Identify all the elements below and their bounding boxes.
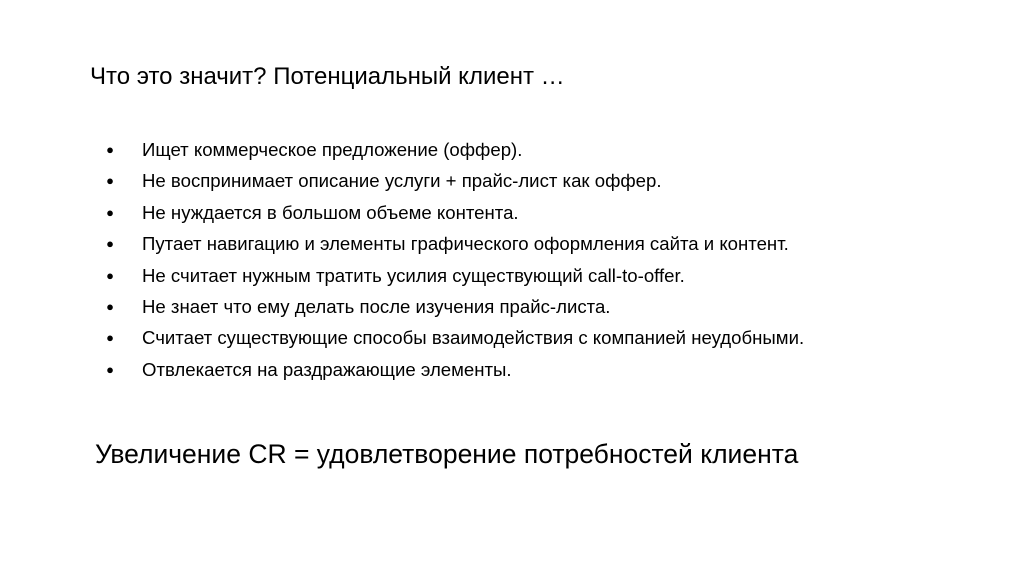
bullet-text: Не воспринимает описание услуги + прайс-лист как оффер. [142, 170, 662, 192]
bullet-icon: ● [106, 330, 114, 346]
slide-title: Что это значит? Потенциальный клиент … [90, 63, 565, 90]
bullet-icon: ● [106, 267, 114, 283]
bullet-text: Не считает нужным тратить усилия существующий call-to-offer. [142, 264, 685, 286]
bullet-icon: ● [106, 204, 114, 220]
bullet-text: Ищет коммерческое предложение (оффер). [142, 139, 523, 160]
bullet-icon: ● [106, 361, 114, 377]
bullet-text: Не знает что ему делать после изучения прайс-листа. [142, 295, 611, 317]
bullet-text: Путает навигацию и элементы графического оформления сайта и контент. [142, 233, 789, 255]
bullet-text: Не нуждается в большом объеме контента. [142, 201, 519, 223]
bullet-icon: ● [106, 142, 114, 157]
bullet-icon: ● [106, 173, 114, 189]
conclusion-text: Увеличение CR = удовлетворение потребностей клиента [95, 439, 799, 469]
bullet-text: Отвлекается на раздражающие элементы. [142, 358, 512, 380]
bullet-text: Считает существующие способы взаимодействия с компанией неудобными. [142, 327, 805, 349]
bullet-icon: ● [106, 298, 114, 314]
bullet-icon: ● [106, 236, 114, 252]
